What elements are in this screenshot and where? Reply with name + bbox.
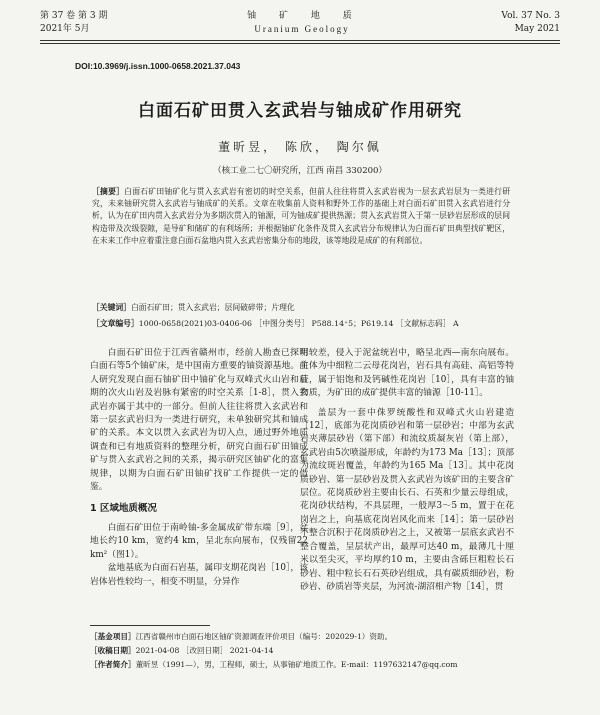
doi: DOI:10.3969/j.issn.1000-0658.2021.37.043: [75, 61, 241, 71]
continued-paragraph: 用较差，侵入于泥盆统岩中，略呈北西—南东向展布。主体为中细粒二云母花岗岩，岩石具有高硅、高铝等特征，属于铝饱和及钙碱性花岗岩［10］，具有丰富的铀物质，为矿田的成矿提供丰富的铀源［10-11］。: [300, 348, 514, 399]
header-volume-en: Vol. 37 No. 3: [501, 11, 560, 21]
geology-paragraph-2: 盆地基底为白面石岩基，属印支期花岗岩［10］，该岩体岩性较均一，相变不明显，分异作: [90, 563, 308, 587]
fund-note: ［基金项目］江西省赣州市白面石地区铀矿资源调查评价项目（编号：202029-1）资助。: [90, 632, 393, 641]
classification: [92, 318, 510, 330]
header-journal-cn: 铀 矿 地 质: [247, 11, 362, 21]
header-rule: [40, 40, 560, 41]
caprock-paragraph: 盖层为一套中侏罗统酸性和双峰式火山岩建造［12］，底部为花岗质砂岩和第一层砂岩；中部为玄武岩夹薄层砂岩（第下部）和流纹质凝灰岩（第上部），玄武岩由5次喷溢形成，年龄约为173 Ma［13］；顶部为流纹斑岩覆盖，年龄约为165 Ma［13］。其中花岗质砂岩、第一层砂岩及贯入玄武岩为该矿田的主要含矿层位。花岗质砂岩主要由长石、石英和少量云母组成，花岗砂状结构，不具层理，一般厚3～5 m，置于在花岗岩之上，向基底花岗岩风化而来［14］；第一层砂岩不整合沉积于花岗质砂岩之上，又被第一层底玄武岩不整合覆盖，呈层状产出，最厚可达40 m，最薄几十厘米以至尖灭，平均厚约10 m，主要由含砾巨粗粒长石砂岩、粗中粒长石石英砂岩组成，具有碳质细砂岩，粉砂岩、砂质岩等夹层，为河流-湖沼相产物［14］，贯: [300, 407, 514, 592]
keywords-text: 白面石矿田；贯入玄武岩；层间破碎带；片理化: [130, 303, 295, 312]
header-date-cn: 2021年 5月: [40, 24, 90, 34]
author-note: ［作者简介］董昕昱（1991—），男，工程师，硕士，从事铀矿地质工作。E-mail：1197632147@qq.com: [90, 660, 458, 669]
header-volume-cn: 第 37 卷 第 3 期: [40, 11, 108, 21]
header-rule-thin: [40, 43, 560, 44]
header-date-en: May 2021: [514, 24, 560, 34]
section-heading: 1 区域地质概况: [90, 503, 157, 515]
abstract-label: ［摘要］: [92, 187, 125, 196]
article-title: 白面石矿田贯入玄武岩与铀成矿作用研究: [138, 101, 462, 121]
footnotes: [90, 630, 530, 672]
abstract: [92, 186, 510, 247]
classification-text: 1000-0658(2021)03-0406-06 ［中图分类号］ P588.14⁺5；P619.14 ［文献标志码］ A: [138, 319, 459, 328]
running-header: [40, 10, 560, 36]
affiliation: （核工业二七〇研究所，江西 南昌 330200）: [213, 166, 387, 176]
intro-paragraph: 白面石矿田位于江西省赣州市，经前人勘查已探明白面石等5个铀矿床，是中国南方重要的铀资源基地。前人研究发现白面石铀矿田中铀矿化与双峰式火山岩和后期的次火山岩及岩脉有紧密的时空关系［1-8］，贯入玄武岩亦属于其中的一部分。但前人往往将贯入玄武岩和第一层玄武岩归为一类进行研究，未单独研究其和铀成矿的关系。本文以贯入玄武岩为切入点，通过野外地质调查和已有地质资料的整理分析，研究白面石矿田铀成矿与贯入玄武岩之间的关系，揭示研究区铀矿化的富集规律，以期为白面石矿田铀矿找矿工作提供一定的借鉴。: [90, 348, 308, 493]
keywords-label: ［关键词］: [92, 303, 131, 312]
geology-paragraph-1: 白面石矿田位于南岭铀-多金属成矿带东端［9］，盆地长约10 km，宽约4 km，呈北东向展布，仅残留22 km²（图1）。: [90, 522, 308, 560]
classification-label: ［文章编号］: [92, 319, 139, 328]
body-column-right: [300, 347, 514, 594]
abstract-text: 白面石矿田铀矿化与贯入玄武岩有密切的时空关系，但前人往往将贯入玄武岩视为一层玄武岩层为一类进行研究，未来铀研究贯入玄武岩与铀成矿的关系。文章在收集前人资料和野外工作的基础上对白面石矿田贯入玄武岩进行分析，认为在矿田内贯入玄武岩分为多期次贯入的铀源，可为铀成矿提供热源；贯入玄武岩贯入于第一层砂岩层形成的层间构造带及次级裂隙，是导矿和储矿的有利场所；并根据铀矿化条件及贯入玄武岩分布规律认为白面石矿田典型找矿靶区，在未来工作中应着重注意白面石盆地内贯入玄武岩密集分布的地段，该等地段是成矿的有利部位。: [92, 187, 511, 245]
keywords: [92, 302, 510, 314]
header-journal-en: Uranium Geology: [254, 24, 350, 34]
body-column-left: [90, 347, 308, 589]
received-note: ［收稿日期］2021-04-08 ［改回日期］ 2021-04-14: [90, 646, 274, 655]
footnote-rule: [90, 625, 210, 626]
authors: 董昕昱， 陈欣， 陶尔佩: [218, 140, 382, 154]
